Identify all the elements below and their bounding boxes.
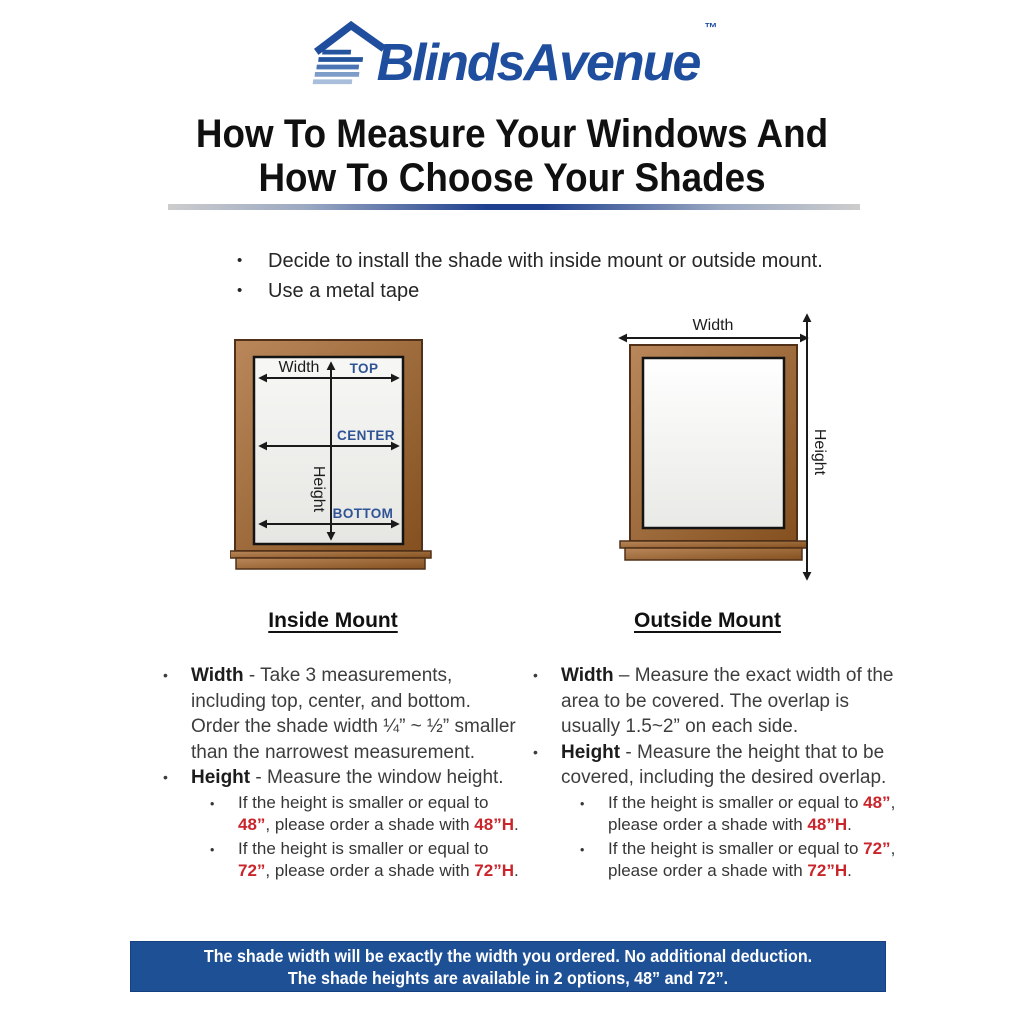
intro-bullet-text: Decide to install the shade with inside mount or outside mount. [268,250,823,272]
bullet-marker: • [163,769,168,785]
outside-mount-diagram [596,300,831,592]
bullet-text [191,765,524,791]
bullet-marker: • [237,252,243,269]
separator: - [620,741,637,763]
bullet-text [561,740,908,791]
list-item [237,246,907,276]
footer-line-1: The shade width will be exactly the width you ordered. No additional deduction. [203,945,813,966]
bullet-text [238,792,524,837]
outside-mount-instructions [522,663,908,883]
bullet-marker: • [210,796,215,811]
body-text: If the height is smaller or equal to [608,792,864,812]
separator: - [243,665,261,686]
body-text: , please order a shade with [608,838,896,880]
page-title [0,112,1024,200]
bullet-text [238,838,524,883]
term: Height [561,741,621,763]
outside-mount-heading: Outside Mount [634,609,781,632]
separator: - [250,767,267,788]
bullet-text [608,792,908,837]
highlight-value: 72”H [807,861,848,880]
inside-mount-instructions [152,663,524,883]
title-line-1: How To Measure Your Windows And [195,112,829,156]
body-text: If the height is smaller or equal to [238,838,489,858]
highlight-value: 48” [238,815,266,834]
list-item [152,765,524,791]
body-text: If the height is smaller or equal to [608,838,864,858]
highlight-value: 48” [863,792,891,812]
bullet-marker: • [580,796,585,811]
width-label: Width [278,359,320,376]
brand-logo [0,19,1024,92]
inside-mount-diagram [230,336,432,576]
list-item [152,663,524,765]
term: Height [191,767,251,788]
body-text: Take 3 measurements, including top, center, and bottom. Order the shade width ¼” ~ ½” smaller than the narrowest measurement. [191,665,516,763]
list-item [152,792,524,837]
bullet-marker: • [580,842,585,857]
height-label: Height [810,428,828,476]
brand-name [376,19,718,92]
brand-name-text: BlindsAvenue [376,34,700,92]
height-label: Height [309,465,327,513]
inside-mount-heading: Inside Mount [268,609,398,632]
bullet-marker: • [210,842,215,857]
body-text: Measure the height that to be covered, including the desired overlap. [561,741,887,788]
bullet-text [608,838,908,883]
bullet-marker: • [237,282,243,299]
highlight-value: 72” [863,838,891,858]
window-sill [625,548,802,560]
body-text: . [513,861,519,880]
list-item [522,663,908,740]
top-label: TOP [349,361,379,376]
body-text: If the height is smaller or equal to [238,792,489,812]
list-item [522,838,908,883]
title-divider [168,204,860,210]
intro-bullet-text: Use a metal tape [268,280,420,302]
highlight-value: 48”H [474,815,514,834]
footer-banner [130,941,886,992]
blinds-lines-icon [312,50,363,84]
highlight-value: 48”H [807,815,848,834]
list-item [522,740,908,791]
body-text: Measure the exact width of the area to be covered. The overlap is usually 1.5~2” on each side. [561,665,894,737]
separator: – [613,665,635,686]
body-text: . [847,815,852,834]
window-sill [620,541,807,548]
blinds-house-icon [312,20,386,88]
highlight-value: 72”H [474,861,514,880]
window-sill [236,558,425,569]
body-text: , please order a shade with [265,815,475,834]
bullet-text [191,663,524,765]
body-text: Measure the window height. [267,767,504,788]
title-line-2: How To Choose Your Shades [258,156,766,200]
body-text: . [513,815,519,834]
bullet-marker: • [533,743,538,760]
body-text: , please order a shade with [265,861,475,880]
bullet-text [561,663,908,740]
list-item [522,792,908,837]
body-text: . [847,861,852,880]
roof-icon [316,25,384,51]
bottom-label: BOTTOM [332,506,394,521]
highlight-value: 72” [238,861,266,880]
footer-line-2: The shade heights are available in 2 options, 48” and 72”. [287,967,729,988]
width-label: Width [692,317,734,334]
term: Width [561,665,614,686]
center-label: CENTER [337,428,395,443]
bullet-marker: • [533,667,538,683]
bullet-marker: • [163,667,168,683]
term: Width [191,665,244,686]
body-text: , please order a shade with [608,792,896,834]
intro-bullets [237,246,907,306]
window-sill [230,551,431,558]
trademark-mark: ™ [704,19,718,35]
list-item [152,838,524,883]
window-glass [643,358,784,528]
